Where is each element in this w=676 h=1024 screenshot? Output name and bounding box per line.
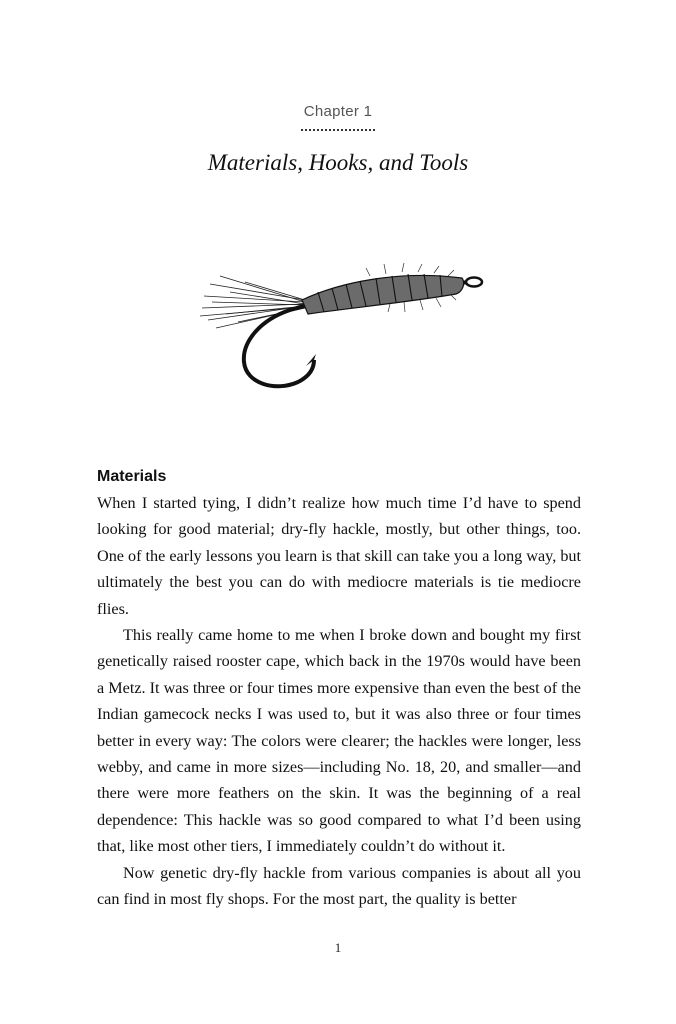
paragraph: This really came home to me when I broke down and bought my first genetically raised rooster cape, which back in the 1970s would have been a Metz. It was three or four times more expensive than even the best of the Indian gamecock necks I was used to, but it was also three or four times better in every way: The colors were clearer; the hackles were longer, less webby, and came in more sizes—including No. 18, 20, and smaller—and there were more feathers on the skin. It was the beginning of a real dependence: This hackle was so good compared to what I’d been using that, like most other tiers, I immediately couldn’t do without it.	[97, 626, 581, 856]
chapter-title: Materials, Hooks, and Tools	[207, 150, 469, 175]
hook-eye	[466, 278, 482, 287]
paragraph: Now genetic dry-fly hackle from various companies is about all you can find in most fly shops. For the most part, the quality is better	[97, 863, 581, 909]
fly-tail	[200, 276, 305, 328]
section-heading: Materials	[97, 468, 167, 485]
fly-body	[302, 275, 464, 314]
page-number: 1	[334, 940, 342, 955]
paragraph: When I started tying, I didn’t realize how much time I’d have to spend looking for good material; dry-fly hackle, mostly, but other things, too. One of the early lessons you learn is that skill can take you a long way, but ultimately the best you can do with mediocre materials is tie mediocre flies.	[97, 494, 582, 618]
chapter-label: Chapter 1	[303, 103, 373, 120]
fishing-fly-icon	[190, 262, 490, 402]
body-text	[97, 490, 581, 913]
chapter-divider	[301, 129, 375, 131]
